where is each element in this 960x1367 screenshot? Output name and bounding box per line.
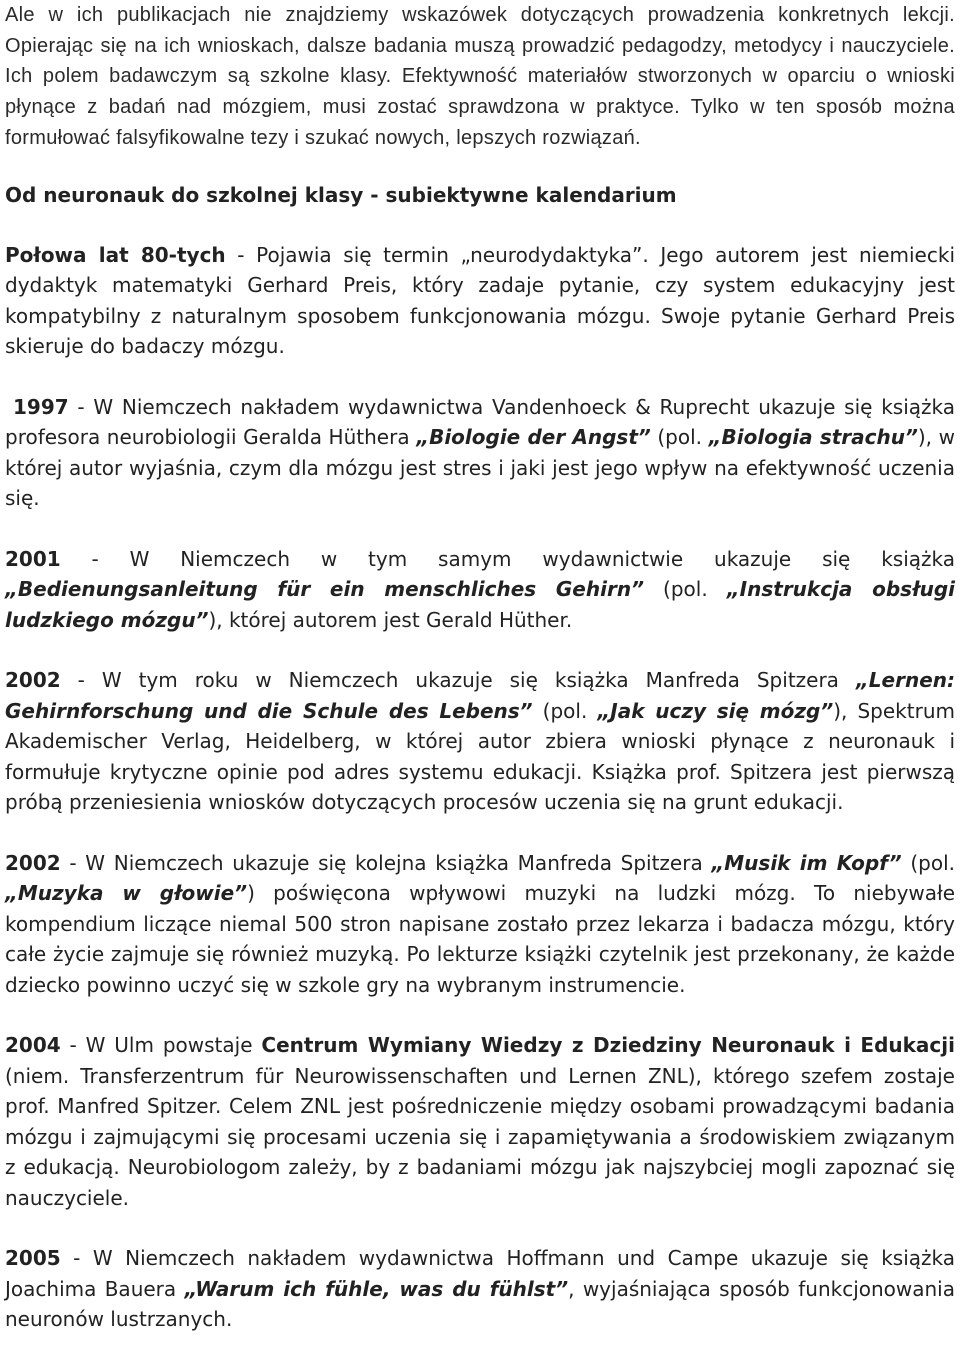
entry-year: Połowa lat 80-tych [5, 242, 226, 267]
entry-text: ), której autorem jest Gerald Hüther. [208, 607, 573, 632]
entry-text: W Niemczech nakładem wydawnictwa Hoffmann und Campe ukazuje się książka Joachima Bauera [5, 1246, 956, 1301]
entry-text: W Niemczech ukazuje się kolejna książka Manfreda Spitzera [85, 850, 712, 875]
book-title-original: „Lernen: Gehirnforschung und die Schule des Lebens” [5, 668, 956, 723]
book-title-polish: „Biologia strachu” [708, 425, 918, 450]
entry-text: (pol. [643, 577, 727, 602]
book-title-original: „Biologie der Angst” [416, 425, 651, 450]
entry-separator: - [60, 850, 86, 875]
entry-text: ) poświęcona wpływowi muzyki na ludzki mózg. To niebywałe kompendium liczące niemal 500 stron napisane zostało przez lekarza i badacza mózgu, który całe życie zajmuje się również muzyką. Po lekturze książki czytelnik jest przekonany, że każde dziecko powinno uczyć się w szkole gry na wybranym instrumencie. [5, 881, 956, 997]
entry-text: , wyjaśniająca sposób funkcjonowania neuronów lustrzanych. [5, 1276, 955, 1332]
book-title-original: „Warum ich fühle, was du fühlst” [184, 1276, 569, 1301]
entry-text: W tym roku w Niemczech ukazuje się książka Manfreda Spitzera [101, 668, 856, 693]
book-title-original: „Musik im Kopf” [711, 850, 902, 875]
intro-paragraph: Ale w ich publikacjach nie znajdziemy wskazówek dotyczących prowadzenia konkretnych lekcji. Opierając się na ich wnioskach, dalsze badania muszą prowadzić pedagodzy, metodycy i nauczyciele. Ich polem badawczym są szkolne klasy. Efektywność materiałów stworzonych w oparciu o wnioski płynące z badań nad mózgiem, musi zostać sprawdzona w praktyce. Tylko w ten sposób można formułować falsyfikowalne tezy i szukać nowych, lepszych rozwiązań. [5, 4, 955, 149]
section-heading: Od neuronauk do szkolnej klasy - subiektywne kalendarium [5, 182, 677, 207]
entry-separator: - [60, 668, 102, 693]
entry-separator: - [60, 1033, 86, 1058]
entry-text: W Niemczech w tym samym wydawnictwie ukazuje się książka [129, 546, 955, 571]
book-title-polish: „Instrukcja obsługi ludzkiego mózgu” [5, 577, 955, 632]
timeline-entry-2005 [5, 1243, 955, 1335]
timeline-entry-2002-lernen [5, 665, 955, 818]
entry-year: 2004 [5, 1033, 61, 1058]
entry-separator: - [60, 546, 130, 571]
entry-text: W Niemczech nakładem wydawnictwa Vandenhoeck & Ruprecht ukazuje się książka profesora neurobiologii Geralda Hüthera [5, 394, 955, 450]
entry-year: 2002 [5, 850, 61, 875]
entry-text: Pojawia się termin „neurodydaktyka”. Jego autorem jest niemiecki dydaktyk matematyki Gerhard Preis, który zadaje pytanie, czy system edukacyjny jest kompatybilny z naturalnym sposobem funkcjonowania mózgu. Swoje pytanie Gerhard Preis skieruje do badaczy mózgu. [5, 242, 955, 359]
entry-text: (pol. [901, 850, 955, 875]
entry-year: 2002 [5, 668, 61, 693]
entry-separator: - [68, 394, 94, 419]
book-title-polish: „Jak uczy się mózg” [597, 698, 834, 723]
entry-text: ), w której autor wyjaśnia, czym dla mózgu jest stres i jaki jest jego wpływ na efektywność uczenia się. [5, 425, 955, 511]
entry-text: W Ulm powstaje [85, 1033, 262, 1058]
entry-text: (pol. [532, 698, 598, 723]
entry-year: 2005 [5, 1246, 61, 1271]
institution-name: Centrum Wymiany Wiedzy z Dziedziny Neuronauk i Edukacji [261, 1033, 955, 1058]
entry-text: ), Spektrum Akademischer Verlag, Heidelberg, w której autor zbiera wnioski płynące z neuronauk i formułuje krytyczne opinie pod adres systemu edukacji. Książka prof. Spitzera jest pierwszą próbą przeniesienia wniosków dotyczących procesów uczenia się na grunt edukacji. [5, 698, 955, 815]
timeline-entry-2001 [5, 544, 955, 636]
entry-year: 2001 [5, 546, 61, 571]
entry-separator: - [60, 1246, 93, 1271]
book-title-polish: „Muzyka w głowie” [5, 881, 248, 906]
entry-text: (pol. [650, 425, 709, 450]
entry-separator: - [225, 242, 257, 267]
timeline-entry-1997 [5, 392, 955, 514]
timeline-entry-2004 [5, 1030, 955, 1213]
entry-text: (niem. Transferzentrum für Neurowissenschaften und Lernen ZNL), którego szefem zostaje prof. Manfred Spitzer. Celem ZNL jest pośredniczenie między osobami prowadzącymi badania mózgu i zajmującymi się procesami uczenia się i zapamiętywania a środowiskiem związanym z edukacją. Neurobiologom zależy, by z badaniami mózgu jak najszybciej mogli zapoznać się nauczyciele. [5, 1063, 955, 1210]
book-title-original: „Bedienungsanleitung für ein menschliches Gehirn” [5, 577, 644, 602]
timeline-entry-2002-musik [5, 848, 955, 1001]
timeline-entry-1980s [5, 240, 955, 362]
entry-year: 1997 [13, 394, 69, 419]
